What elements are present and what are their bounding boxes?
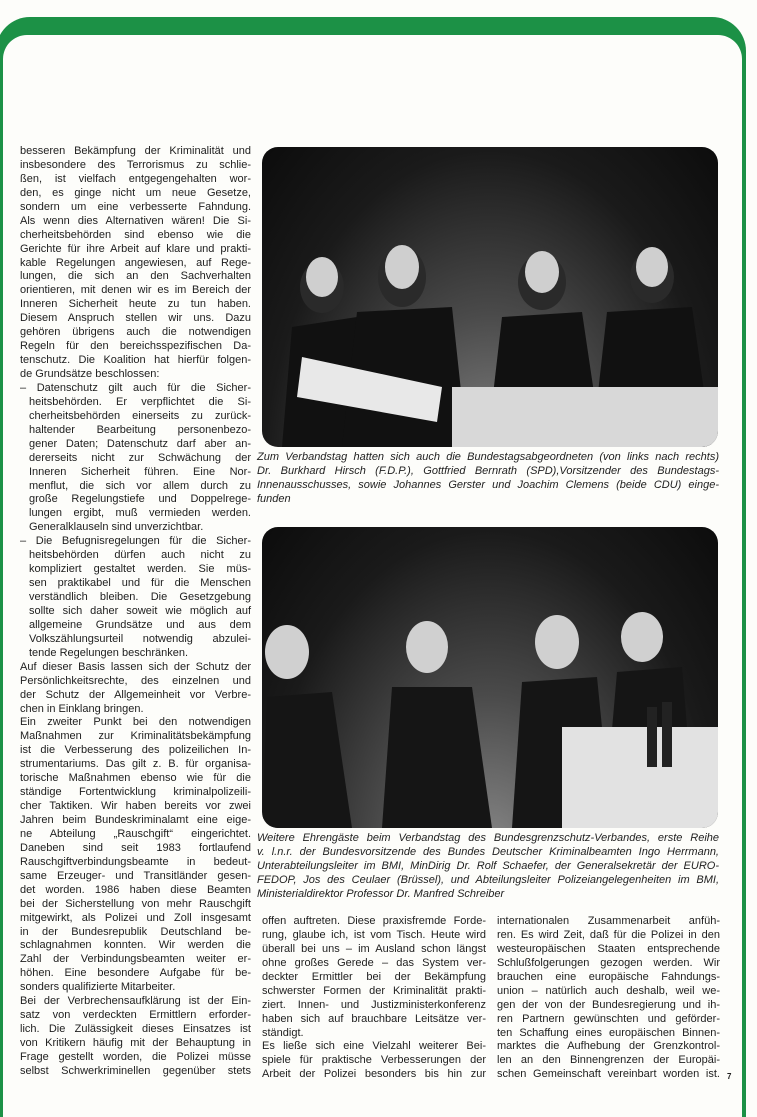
caption-line: Weitere Ehrengäste beim Verbandstag des Bundesgrenzschutz-Verbandes, erste Reihe (257, 832, 719, 844)
text-line: Ein zweiter Punkt bei den notwendigen (20, 716, 251, 729)
text-line: ständige Fortentwicklung kriminalpolizeili- (20, 786, 251, 799)
text-line: ist die Verbesserung des polizeilichen In- (20, 744, 251, 757)
text-line: Rauschgiftverbindungsbeamte in bedeut- (20, 855, 251, 868)
text-line: satz von verdeckten Ermittlern erforder- (20, 1009, 251, 1022)
caption-line: Zum Verbandstag hatten sich auch die Bundestagsabgeordneten (von links nach rechts) (257, 451, 719, 463)
text-line: – Die Befugnisregelungen für die Sicher- (20, 535, 251, 548)
caption-line: funden (257, 492, 291, 505)
text-line: gehören übrigens auch die notwendigen (20, 326, 251, 339)
text-line: der Schutz der Allgemeinheit vor Verbre- (20, 688, 251, 701)
text-column-left (20, 145, 251, 1079)
paragraph (497, 915, 720, 1082)
caption-line: Dr. Burkhard Hirsch (F.D.P.), Gottfried Bernrath (SPD),Vorsitzender des Bundestags- (257, 464, 719, 477)
photo-caption-2 (257, 832, 719, 902)
text-line: Maßnahmen zur Kriminalitätsbekämpfung (20, 730, 251, 743)
text-line: sondern um eine verbesserte Fahndung. (20, 200, 251, 213)
text-line: in der Bundesrepublik Deutschland be- (20, 925, 251, 938)
text-line: union – natürlich auch deshalb, weil we- (497, 984, 720, 997)
text-line: cherheitsbehörden einerseits zu zurück- (29, 409, 251, 422)
paragraph (262, 915, 486, 1040)
text-line: Es ließe sich eine Vielzahl weiterer Bei- (262, 1040, 486, 1053)
text-line: tende Regelungen beschränken. (29, 646, 189, 659)
text-line: kable Regelungen angewiesen, auf Rege- (20, 256, 251, 269)
text-line: de Grundsätze beschlossen: (20, 368, 160, 380)
text-line: Jahren beim Bundeskriminalamt eine eige- (20, 814, 251, 826)
text-line: menflut, die sich vor allem durch zu (29, 479, 251, 492)
text-line: strumentariums. Das gilt z. B. für organisa- (20, 758, 251, 771)
text-line: ne Abteilung „Rauschgift“ eingerichtet. (20, 827, 251, 840)
text-line: ohne großes Gerede – das System ver- (262, 956, 486, 969)
text-line: – Datenschutz gilt auch für die Sicher- (20, 381, 251, 394)
text-line: marktes die Aufhebung der Grenzkontrol- (497, 1040, 720, 1053)
text-line: ständigt. (262, 1026, 304, 1039)
caption-line: Unterabteilungsleiter im BMI, MinDirig Dr. Rolf Schaefer, der Generalsekretär der EURO- (257, 859, 719, 872)
caption-line: FEDOP, Jos des Ceulaer (Brüssel), und Abteilungsleiter Polizeiangelegenheiten im BMI, (257, 873, 719, 886)
text-line: heitsbehörden. Er verpflichtet die Si- (29, 395, 251, 408)
text-line: Frage gestellt worden, die Polizei müsse (20, 1050, 251, 1063)
text-line: ziert. Innen- und Justizministerkonferenz (262, 998, 486, 1011)
text-line: Als wenn dies Alternativen wären! Die Si- (20, 214, 251, 227)
text-line: von Kritikern häufig mit der Behauptung in (20, 1037, 251, 1049)
text-line: schlagnahmen konnten. Wir werden die (20, 939, 251, 952)
text-line: det worden. 1986 haben diese Beamten (20, 883, 251, 896)
text-line: Zahl der Verbindungsbeamten weiter er- (20, 953, 251, 966)
text-line: torische Maßnahmen ebenso wie für die (20, 772, 251, 785)
text-line: allgemeine Grundsätze und aus dem (29, 618, 251, 631)
paragraph (20, 145, 251, 382)
text-line: heitsbehörden dürfen auch nicht zu (29, 549, 251, 562)
text-column-middle (262, 915, 486, 1082)
text-line: Bei der Verbrechensaufklärung ist der Ein- (20, 995, 251, 1008)
bullet-item (20, 382, 251, 535)
text-line: offen auftreten. Diese praxisfremde Forde- (262, 915, 486, 927)
text-line: überall bei uns – im Ausland schon längst (262, 942, 486, 955)
text-line: große Regelungstiefe und Doppelrege- (29, 493, 251, 506)
paragraph (20, 995, 251, 1079)
text-line: gen der von der Bundesregierung und ih- (497, 998, 720, 1011)
text-line: deckter Ermittler bei der Bekämpfung (262, 970, 486, 983)
text-line: ren Partnern gewünschten und geförder- (497, 1012, 720, 1025)
photo-honorary-guests-audience (262, 527, 718, 828)
text-line: Volkszählungsurteil notwendig abzulei- (29, 632, 251, 645)
text-line: besseren Bekämpfung der Kriminalität und (20, 145, 251, 157)
text-line: Schlußfolgerungen gezogen werden. Wir (497, 956, 720, 969)
text-line: kompliziert gestaltet werden. Sie müs- (29, 563, 251, 576)
text-line: sollte sich daher soweit wie möglich auf (29, 604, 251, 617)
text-line: cher Taktiken. Wir haben bereits vor zwei (20, 800, 251, 813)
caption-line: Innenausschusses, sowie Johannes Gerster und Joachim Clemens (beide CDU) einge- (257, 478, 719, 491)
text-line: brauchen eine europäische Fahndungs- (497, 970, 720, 983)
text-line: Auf dieser Basis lassen sich der Schutz der (20, 660, 251, 673)
text-line: len an den Binnengrenzen der Europäi- (497, 1054, 720, 1067)
text-line: lungen ergibt, muß vermieden werden. (29, 507, 251, 520)
caption-line: v. l.n.r. der Bundesvorsitzende des Bundes Deutscher Kriminalbeamten Ingo Herrmann, (257, 845, 719, 858)
text-line: den, es ginge nicht um neue Gesetze, (20, 186, 251, 199)
text-line: sen praktikabel und für die Menschen (29, 577, 251, 590)
text-line: orientieren, mit denen wir es im Bereich der (20, 284, 251, 297)
text-line: same Erzeuger- und Transitländer gesen- (20, 869, 251, 882)
text-line: selbst Schwerkriminellen gegenüber stets (20, 1064, 251, 1077)
text-line: schwerster Formen der Kriminalität prakti- (262, 984, 486, 997)
text-line: spiele für praktische Verbesserungen der (262, 1054, 486, 1067)
text-line: Generalklauseln sind unverzichtbar. (29, 521, 204, 534)
text-line: westeuropäischen Staaten entsprechende (497, 942, 720, 955)
text-line: ßen, ist vielfach entgegengehalten wor- (20, 172, 251, 185)
text-line: Daneben sind seit 1983 fortlaufend (20, 841, 251, 854)
text-line: Persönlichkeitsrechte, des einzelnen und (20, 674, 251, 687)
text-line: lungen, die sich an den Sachverhalten (20, 270, 251, 283)
text-line: höhen. Eine besondere Aufgabe für be- (20, 967, 251, 980)
paragraph (20, 716, 251, 995)
text-line: chen in Einklang bringen. (20, 702, 144, 715)
text-line: Diesem Anspruch stellen wir uns. Dazu (20, 312, 251, 325)
text-line: rung, glaube ich, ist vom Tisch. Heute wird (262, 928, 486, 941)
text-line: Gerichte für ihre Arbeit auf klare und prakti- (20, 242, 251, 255)
paragraph (20, 661, 251, 717)
text-line: Inneren Sicherheit führen. Eine Nor- (29, 465, 251, 478)
text-line: haltender Bearbeitung personenbezo- (29, 423, 251, 436)
caption-line: Ministerialdirektor Professor Dr. Manfred Schreiber (257, 887, 505, 900)
text-line: internationalen Zusammenarbeit anfüh- (497, 915, 720, 927)
text-column-right (497, 915, 720, 1082)
text-line: Regeln für den bereichsspezifischen Da- (20, 340, 251, 353)
text-line: haben sich auf brauchbare Leitsätze ver- (262, 1012, 486, 1025)
text-line: dererseits nicht zur Schwächung der (29, 451, 251, 464)
text-line: Arbeit der Polizei besonders bis hin zur (262, 1068, 486, 1081)
text-line: sonders qualifizierte Mitarbeiter. (20, 981, 176, 994)
bullet-item (20, 535, 251, 660)
photo-caption-1 (257, 451, 719, 507)
text-line: tenschutz. Die Koalition hat hierfür folgen- (20, 354, 251, 367)
page-number: 7 (727, 1072, 732, 1081)
text-line: lich. Die Zulässigkeit dieses Einsatzes ist (20, 1023, 251, 1036)
text-line: mitgewirkt, als Polizei und Zoll insgesamt (20, 911, 251, 924)
paragraph (262, 1040, 486, 1082)
photo-bundestag-members-audience (262, 147, 718, 447)
text-line: gener Daten; Datenschutz darf aber an- (29, 437, 251, 450)
text-line: schen Gemeinschaft vereinbart worden ist. (497, 1068, 720, 1081)
text-line: ren. Es wird Zeit, daß für die Polizei in den (497, 928, 720, 941)
text-line: Inneren Sicherheit heute zu tun haben. (20, 298, 251, 311)
text-line: cherheitsbehörden sind ebenso wie die (20, 228, 251, 241)
text-line: bei der Sicherstellung von mehr Rauschgift (20, 897, 251, 910)
text-line: verständlich bleiben. Die Gesetzgebung (29, 591, 251, 603)
text-line: ten Schaffung eines europäischen Binnen- (497, 1026, 720, 1039)
text-line: insbesondere des Terrorismus zu schlie- (20, 158, 251, 171)
